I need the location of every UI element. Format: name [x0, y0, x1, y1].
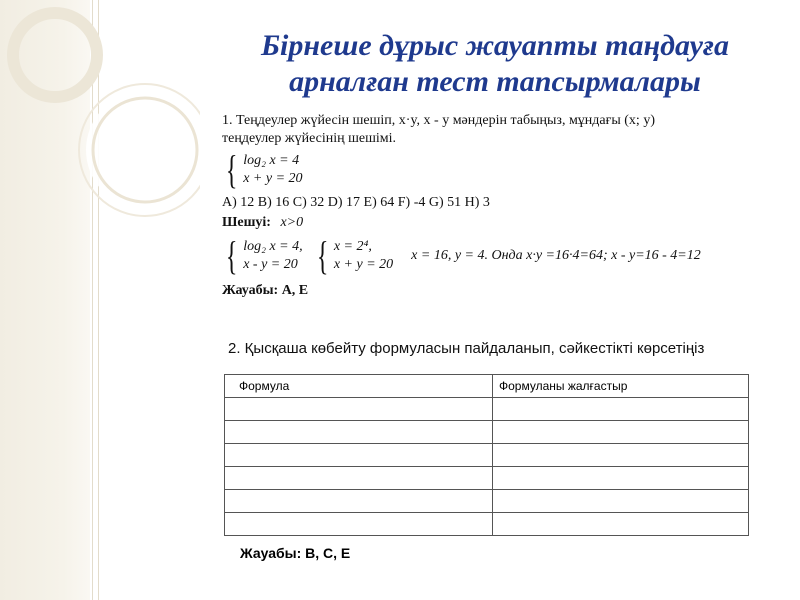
table-row [225, 490, 749, 513]
task-1-text-line-1: 1. Теңдеулер жүйесін шешіп, x·y, x - y мәндерін табыңыз, мұндағы (x; y) [222, 113, 655, 128]
table-row [225, 421, 749, 444]
solution-heading [222, 214, 787, 232]
answer-options: A) 12 B) 16 C) 32 D) 17 E) 64 F) -4 G) 51 H) 3 [222, 195, 490, 210]
equation-2: x + y = 20 [243, 171, 303, 186]
table-cell[interactable] [225, 513, 493, 536]
table-cell[interactable] [493, 444, 749, 467]
solution-condition: x>0 [280, 215, 304, 230]
brace-icon: { [225, 233, 238, 278]
solution-systems [222, 233, 787, 278]
title-line-1: Бірнеше дұрыс жауапты таңдауға [261, 29, 729, 62]
table-row [225, 513, 749, 536]
table-cell[interactable] [493, 513, 749, 536]
task-2-question: 2. Қысқаша көбейту формуласын пайдаланып, сәйкестікті көрсетіңіз [228, 340, 705, 357]
task-1-text-line-2: теңдеулер жүйесінің шешімі. [222, 131, 397, 146]
solution-system-1b: x - y = 20 [243, 257, 298, 272]
table-cell[interactable] [225, 398, 493, 421]
column-header-formula: Формула [225, 375, 493, 398]
slide-title [225, 28, 765, 100]
table-header-row [225, 375, 749, 398]
table-row [225, 398, 749, 421]
table-cell[interactable] [493, 398, 749, 421]
title-line-2: арналған тест тапсырмалары [289, 65, 701, 98]
solution-system-2b: x + y = 20 [333, 257, 394, 272]
table-cell[interactable] [225, 421, 493, 444]
table-cell[interactable] [493, 467, 749, 490]
solution-system-2a: x = 2⁴, [333, 239, 372, 254]
task-1 [222, 112, 787, 300]
brace-icon: { [225, 147, 238, 192]
table-cell[interactable] [225, 467, 493, 490]
table-row [225, 444, 749, 467]
brace-icon: { [316, 233, 328, 278]
table-cell[interactable] [225, 490, 493, 513]
matching-table [224, 374, 749, 536]
table-cell[interactable] [493, 490, 749, 513]
task-2-answer: Жауабы: B, C, E [240, 545, 351, 561]
solution-system-1a: log₂ x = 4, [243, 239, 303, 254]
task-1-answer: Жауабы: А, Е [222, 283, 309, 298]
column-header-continue: Формуланы жалғастыр [493, 375, 749, 398]
table-row [225, 467, 749, 490]
equation-1: log₂ x = 4 [243, 153, 300, 168]
table-cell[interactable] [225, 444, 493, 467]
table-cell[interactable] [493, 421, 749, 444]
solution-result: x = 16, y = 4. Онда x·y =16·4=64; x - y=16 - 4=12 [411, 248, 701, 263]
solution-label: Шешуі: [222, 215, 271, 230]
equation-system [222, 147, 787, 192]
decorative-circles [0, 0, 200, 300]
